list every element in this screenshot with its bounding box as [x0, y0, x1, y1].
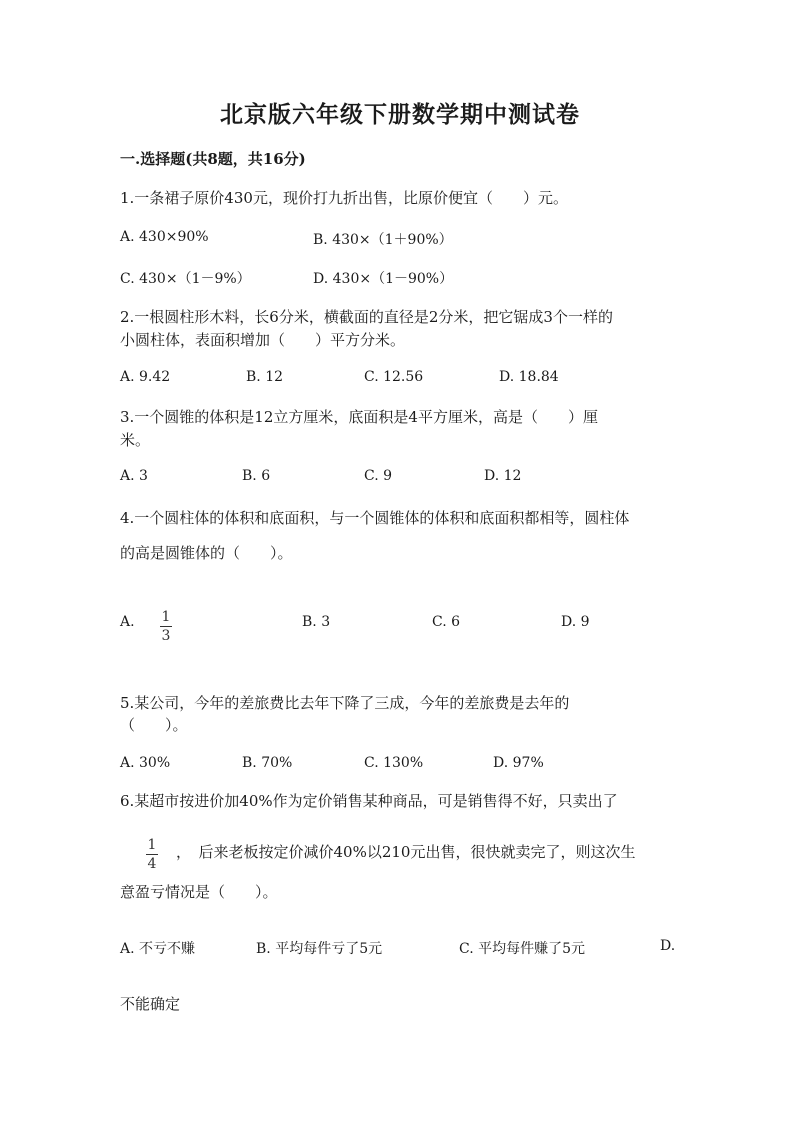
fraction-numerator: 1 [147, 837, 157, 853]
q4-option-c: C. 6 [432, 614, 461, 630]
q5-option-d: D. 97% [493, 755, 544, 771]
question-4-line-2: 的高是圆锥体的（ ）。 [120, 544, 293, 562]
question-3-line-2: 米。 [120, 431, 151, 449]
q6-option-a: A. 不亏不赚 [120, 941, 196, 957]
q6-option-b: B. 平均每件亏了5元 [256, 941, 383, 957]
q4-option-b: B. 3 [302, 614, 331, 630]
q3-option-b: B. 6 [242, 468, 271, 484]
q1-option-d: D. 430×（1－90%） [313, 271, 454, 287]
question-2-line-2: 小圆柱体，表面积增加（ ）平方分米。 [120, 331, 406, 349]
q2-option-d: D. 18.84 [499, 369, 559, 385]
question-2-line-1: 2.一根圆柱形木料，长6分米，横截面的直径是2分米，把它锯成3个一样的 [120, 308, 613, 326]
q6-option-d: D. [660, 938, 676, 954]
q4-option-d: D. 9 [561, 614, 590, 630]
q3-option-d: D. 12 [484, 468, 522, 484]
question-1-text: 1.一条裙子原价430元，现价打九折出售，比原价便宜（ ）元。 [120, 189, 568, 207]
fraction-bar [146, 854, 158, 855]
q1-option-b: B. 430×（1＋90%） [313, 232, 453, 248]
page-title: 北京版六年级下册数学期中测试卷 [220, 101, 580, 128]
question-6-line-2: ， 后来老板按定价减价40%以210元出售，很快就卖完了，则这次生 [176, 843, 636, 861]
q6-option-c: C. 平均每件赚了5元 [459, 941, 586, 957]
fraction-numerator: 1 [161, 609, 171, 625]
question-5-line-2: （ ）。 [120, 716, 188, 734]
question-3-line-1: 3.一个圆锥的体积是12立方厘米，底面积是4平方厘米，高是（ ）厘 [120, 408, 598, 426]
fraction-denominator: 3 [161, 628, 171, 644]
q6-option-d-continued: 不能确定 [120, 995, 181, 1013]
q4-option-a: A. [120, 614, 135, 630]
q5-option-b: B. 70% [242, 755, 293, 771]
q6-fraction [146, 834, 158, 872]
q5-option-c: C. 130% [364, 755, 424, 771]
q3-option-c: C. 9 [364, 468, 393, 484]
section-heading: 一.选择题(共8题，共16分) [120, 150, 306, 168]
q2-option-b: B. 12 [246, 369, 284, 385]
question-4-line-1: 4.一个圆柱体的体积和底面积，与一个圆锥体的体积和底面积都相等，圆柱体 [120, 509, 630, 527]
q2-option-c: C. 12.56 [364, 369, 424, 385]
fraction-denominator: 4 [147, 856, 157, 872]
q2-option-a: A. 9.42 [120, 369, 171, 385]
fraction-bar [160, 626, 172, 627]
q4-option-a-fraction [160, 606, 172, 644]
q3-option-a: A. 3 [120, 468, 148, 484]
question-6-line-3: 意盈亏情况是（ ）。 [120, 883, 278, 901]
q1-option-c: C. 430×（1－9%） [120, 271, 251, 287]
question-6-line-1: 6.某超市按进价加40%作为定价销售某种商品，可是销售得不好，只卖出了 [120, 792, 618, 810]
q5-option-a: A. 30% [120, 755, 171, 771]
q1-option-a: A. 430×90% [120, 229, 209, 245]
question-5-line-1: 5.某公司，今年的差旅费比去年下降了三成，今年的差旅费是去年的 [120, 694, 570, 712]
